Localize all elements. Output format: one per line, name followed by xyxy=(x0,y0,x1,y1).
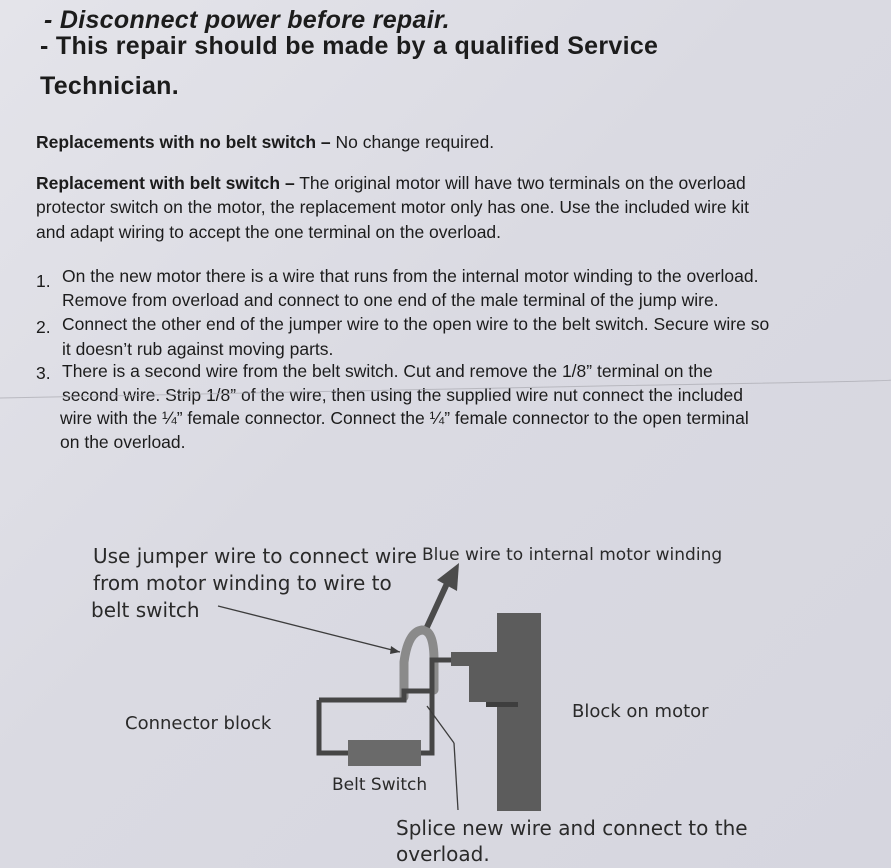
step-3-line-4: on the overload. xyxy=(60,432,186,452)
jumper-pointer-arrowhead xyxy=(390,646,400,654)
paragraph-belt-switch-line-3: and adapt wiring to accept the one terminal on the overload. xyxy=(36,222,502,242)
paragraph-no-belt-switch-heading: Replacements with no belt switch – xyxy=(36,132,331,152)
paragraph-belt-switch-line-2: protector switch on the motor, the replacement motor only has one. Use the included wire kit xyxy=(36,197,749,217)
step-1-line-2: Remove from overload and connect to one end of the male terminal of the jump wire. xyxy=(62,290,719,310)
warning-line-3: Technician. xyxy=(40,72,179,100)
step-1-number: 1. xyxy=(36,271,51,291)
diagram-label-belt-switch: Belt Switch xyxy=(332,775,428,795)
paragraph-belt-switch-text-1: The original motor will have two terminals on the overload xyxy=(294,173,746,193)
step-3-line-2: second wire. Strip 1/8” of the wire, then using the supplied wire nut connect the included xyxy=(62,385,743,405)
step-3-line-1: There is a second wire from the belt switch. Cut and remove the 1/8” terminal on the xyxy=(62,361,713,381)
diagram-label-splice-2: overload. xyxy=(396,842,490,866)
motor-terminal-lower xyxy=(486,702,518,707)
splice-pointer-line xyxy=(454,743,458,810)
step-2-line-2: it doesn’t rub against moving parts. xyxy=(62,339,334,359)
step-2-number: 2. xyxy=(36,317,51,337)
step-1-line-1: On the new motor there is a wire that runs from the internal motor winding to the overload. xyxy=(62,266,759,286)
belt-switch xyxy=(348,740,421,766)
block-on-motor xyxy=(497,613,541,811)
diagram-label-connector-block: Connector block xyxy=(125,713,272,734)
paragraph-no-belt-switch-text: No change required. xyxy=(330,132,495,152)
motor-terminal-box xyxy=(469,652,499,702)
step-3-number: 3. xyxy=(36,363,51,383)
diagram-label-block-on-motor: Block on motor xyxy=(572,701,709,722)
paragraph-belt-switch-heading: Replacement with belt switch – xyxy=(36,173,295,193)
step-2-line-1: Connect the other end of the jumper wire to the open wire to the belt switch. Secure wire so xyxy=(62,314,770,334)
jumper-pointer-line xyxy=(218,606,400,652)
diagram-label-jumper-1: Use jumper wire to connect wire xyxy=(93,544,417,568)
diagram-label-jumper-2: from motor winding to wire to xyxy=(93,571,392,595)
diagram-label-blue-wire: Blue wire to internal motor winding xyxy=(422,545,723,565)
warning-line-1: - Disconnect power before repair. xyxy=(44,6,450,34)
step-3-line-3: wire with the ¼” female connector. Connect the ¼” female connector to the open terminal xyxy=(60,408,749,428)
diagram-label-splice-1: Splice new wire and connect to the xyxy=(396,816,748,840)
warning-line-2: - This repair should be made by a qualified Service xyxy=(40,32,659,60)
diagram-label-jumper-3: belt switch xyxy=(91,598,200,622)
